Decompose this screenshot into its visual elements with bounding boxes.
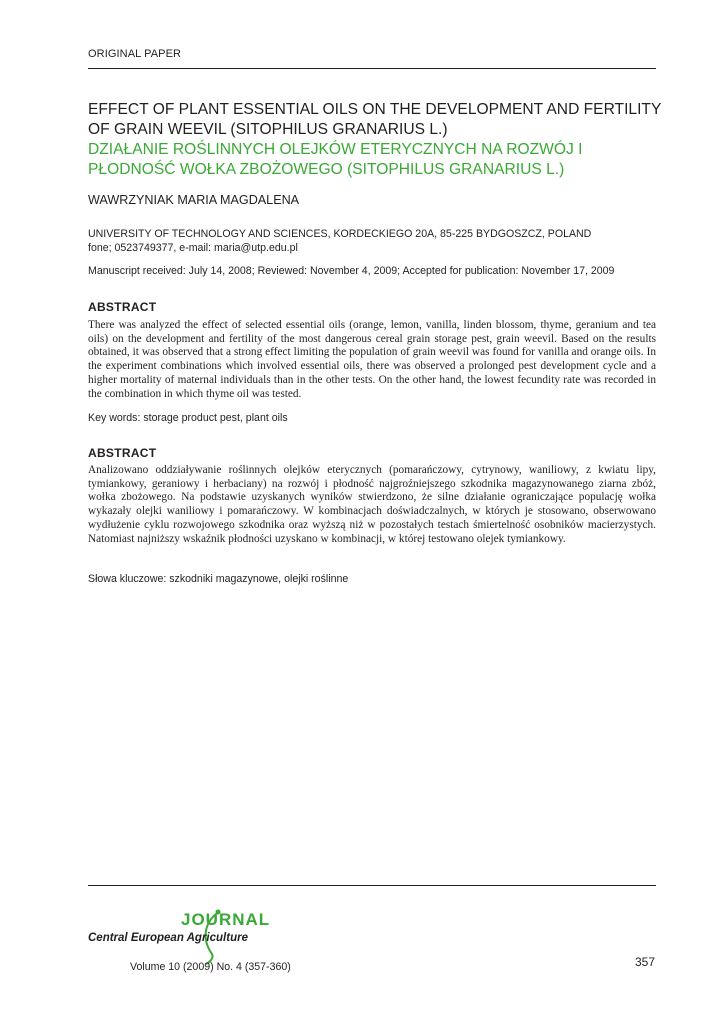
keywords-polish: Słowa kluczowe: szkodniki magazynowe, olejki roślinne [88, 573, 349, 585]
title-english: EFFECT OF PLANT ESSENTIAL OILS ON THE DEVELOPMENT AND FERTILITY OF GRAIN WEEVIL (SITOPHILUS GRANARIUS L.) [88, 101, 662, 138]
affiliation-contact: fone; 0523749377, e-mail: maria@utp.edu.pl [88, 242, 298, 254]
abstract-text-english: There was analyzed the effect of selected essential oils (orange, lemon, vanilla, linden blossom, thyme, geranium and tea oils) on the development and fertility of the most dangerous cereal grain storage pest, grain weevil. Based on the results obtained, it was observed that a strong effect limiting the population of grain weevil was found for vanilla and orange oils. In the experiment combinations which involved essential oils, there was observed a prolonged pest development cycle and a higher mortality of maternal individuals than in the other tests. On the other hand, the lowest fecundity rate was recorded in the combination in which thyme oil was tested. [88, 319, 656, 400]
keywords-english: Key words: storage product pest, plant oils [88, 412, 288, 424]
journal-logo-wordmark: JOURNAL [181, 910, 271, 929]
footer-divider [88, 885, 656, 886]
volume-info: Volume 10 (2009) No. 4 (357-360) [130, 961, 291, 973]
manuscript-dates: Manuscript received: July 14, 2008; Reviewed: November 4, 2009; Accepted for publication: November 17, 2009 [88, 265, 615, 277]
section-label: ORIGINAL PAPER [88, 48, 182, 60]
affiliation-institution: UNIVERSITY OF TECHNOLOGY AND SCIENCES, KORDECKIEGO 20A, 85-225 BYDGOSZCZ, POLAND [88, 228, 592, 240]
abstract-heading-english: ABSTRACT [88, 300, 157, 314]
title-polish: DZIAŁANIE ROŚLINNYCH OLEJKÓW ETERYCZNYCH NA ROZWÓJ I PŁODNOŚĆ WOŁKA ZBOŻOWEGO (SITOPHILUS GRANARIUS L.) [88, 141, 583, 178]
author-name: WAWRZYNIAK MARIA MAGDALENA [88, 193, 300, 207]
journal-logo-subtitle: Central European Agriculture [88, 932, 248, 944]
abstract-heading-polish: ABSTRACT [88, 446, 157, 460]
abstract-text-polish: Analizowano oddziaływanie roślinnych olejków eterycznych (pomarańczowy, cytrynowy, waniliowy, z kwiatu lipy, tymiankowy, geraniowy i herbaciany) na rozwój i płodność najgroźniejszego szkodnika magazynowanego ziarna zbóż, wołka zbożowego. Na podstawie uzyskanych wyników stwierdzono, że silne działanie ograniczające populację wołka wykazały olejki waniliowy i pomarańczowy. W kombinacjach doświadczalnych, w których je stosowano, obserwowano wydłużenie cyklu rozwojowego szkodnika oraz wyższą niż w pozostałych testach śmiertelność osobników macierzystych. Natomiast najniższy wskaźnik płodności uzyskano w kombinacji, w której testowano olejek tymiankowy. [88, 464, 656, 545]
affiliation [88, 227, 668, 255]
header-divider [88, 68, 656, 69]
page-number: 357 [635, 955, 656, 969]
